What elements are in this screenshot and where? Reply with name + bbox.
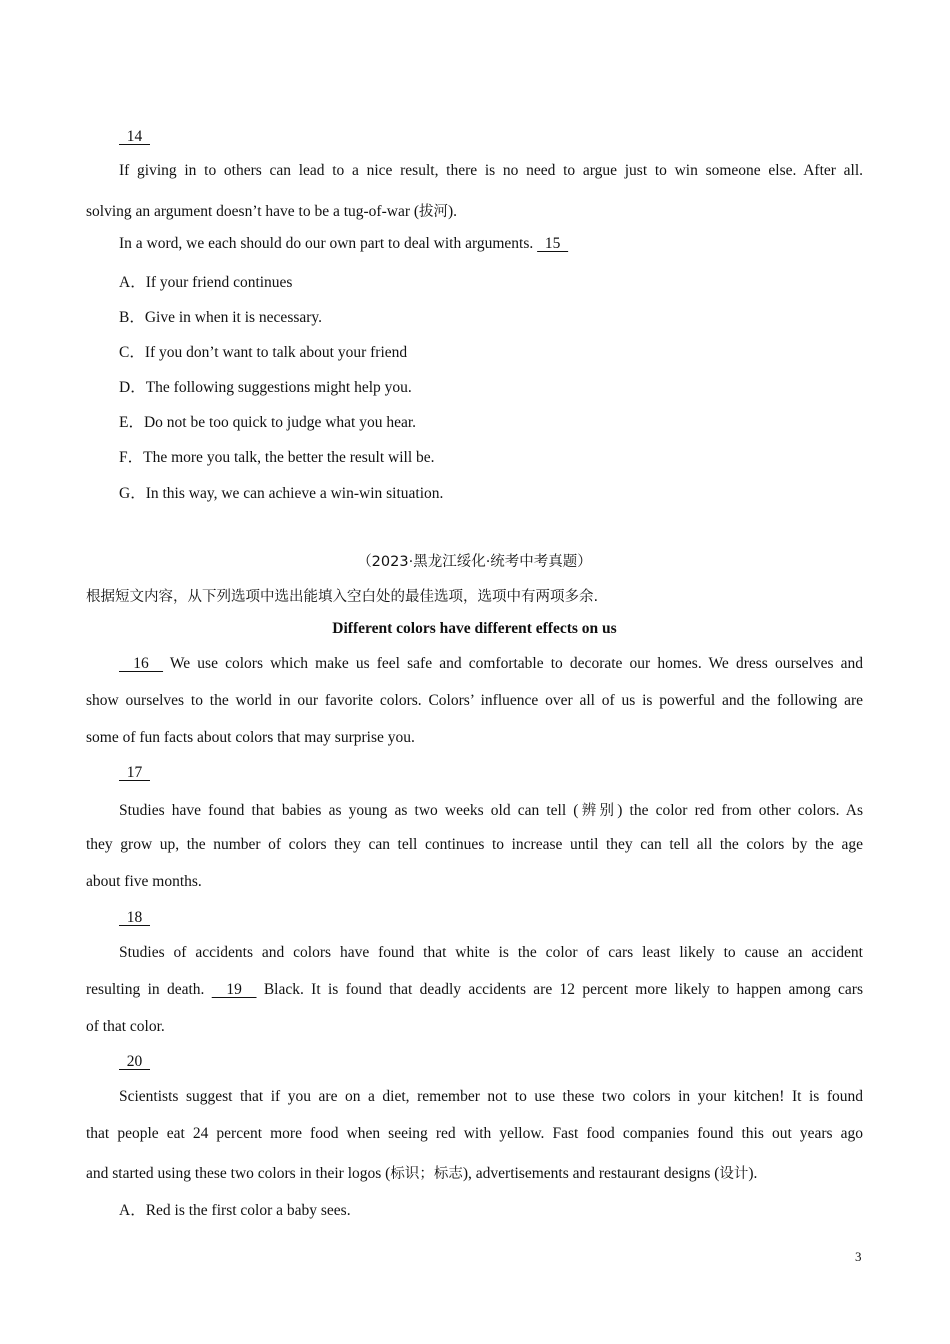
paragraph-line: Studies of accidents and colors have found that white is the color of cars least likely to cause an accident: [119, 944, 863, 961]
option-g: G．In this way, we can achieve a win-win situation.: [119, 485, 444, 502]
paragraph-line: solving an argument doesn’t have to be a tug-of-war (拔河).: [86, 203, 458, 220]
blank-16: 16: [119, 655, 164, 672]
paragraph-line: resulting in death. 19 Black. It is found that deadly accidents are 12 percent more likely to happen among cars: [86, 981, 864, 998]
option-d: D．The following suggestions might help you.: [119, 379, 412, 396]
option-a: A．If your friend continues: [119, 274, 293, 291]
blank-17-label: 17: [119, 764, 150, 781]
paragraph-line: of that color.: [86, 1018, 165, 1035]
paragraph-line: Studies have found that babies as young as two weeks old can tell (辨别) the color red from other colors. As: [119, 802, 864, 819]
instruction-text: 根据短文内容，从下列选项中选出能填入空白处的最佳选项，选项中有两项多余.: [86, 589, 599, 605]
paragraph-line: If giving in to others can lead to a nice result, there is no need to argue just to win someone else. After all.: [119, 162, 863, 179]
option-c: C．If you don’t want to talk about your friend: [119, 344, 408, 361]
option-f: F．The more you talk, the better the result will be.: [119, 449, 435, 466]
option-a-section2: A．Red is the first color a baby sees.: [119, 1202, 351, 1219]
source-citation: （2023·黑龙江绥化·统考中考真题）: [357, 554, 592, 570]
paragraph-line: and started using these two colors in their logos (标识；标志), advertisements and restaurant designs (设计).: [86, 1165, 758, 1182]
paragraph-line: that people eat 24 percent more food when seeing red with yellow. Fast food companies found this out years ago: [86, 1125, 863, 1142]
option-e: E．Do not be too quick to judge what you hear.: [119, 414, 417, 431]
paragraph-line: some of fun facts about colors that may surprise you.: [86, 729, 415, 746]
paragraph-line: show ourselves to the world in our favorite colors. Colors’ influence over all of us is powerful and the following are: [86, 692, 863, 709]
paragraph-line: 16 We use colors which make us feel safe and comfortable to decorate our homes. We dress ourselves and: [119, 655, 863, 672]
blank-20-label: 20: [119, 1053, 150, 1070]
page-number: 3: [855, 1249, 862, 1264]
blank-18-label: 18: [119, 909, 150, 926]
blank-19: 19: [211, 981, 257, 998]
paragraph-line: they grow up, the number of colors they can tell continues to increase until they can tell all the colors by the age: [86, 836, 863, 853]
paragraph-line: In a word, we each should do our own part to deal with arguments. 15: [119, 235, 569, 252]
blank-20: [119, 1053, 150, 1071]
paragraph-line: about five months.: [86, 873, 202, 890]
blank-15: 15: [537, 235, 569, 252]
blank-14: [119, 128, 150, 146]
option-b: B．Give in when it is necessary.: [119, 309, 323, 326]
blank-17: [119, 764, 150, 782]
passage-title: Different colors have different effects on us: [332, 620, 617, 637]
blank-14-label: 14: [119, 128, 150, 145]
paragraph-line: Scientists suggest that if you are on a diet, remember not to use these two colors in your kitchen! It is found: [119, 1088, 863, 1105]
blank-18: [119, 909, 150, 927]
